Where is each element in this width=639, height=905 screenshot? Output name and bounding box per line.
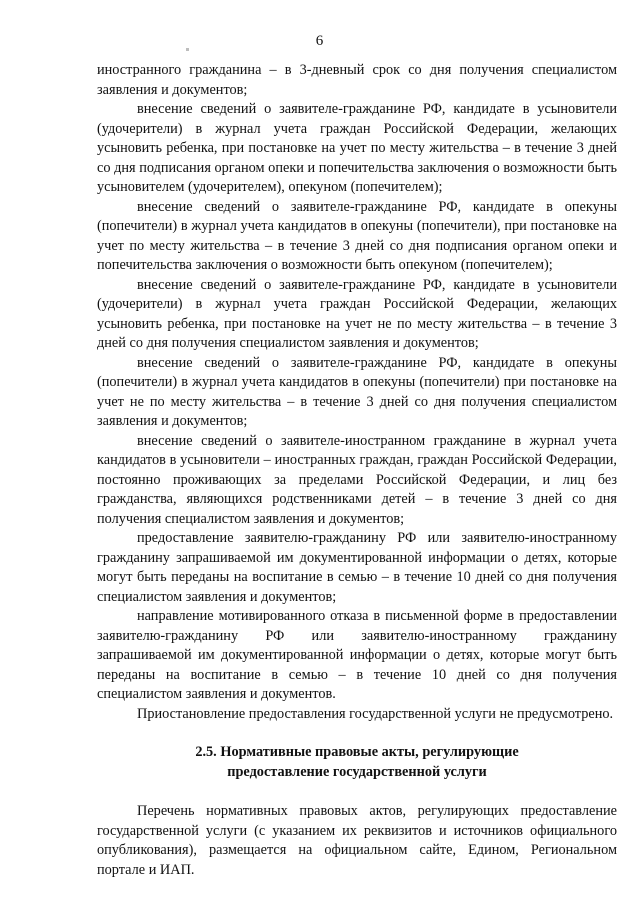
section-body-paragraph: Перечень нормативных правовых актов, регулирующих предоставление государственной услуги (с указанием их реквизитов и источников официального опубликования), размещается на официальном сайте, Едином, Региональном портале и ИАП. bbox=[97, 803, 617, 878]
section-heading-line-2: предоставление государственной услуги bbox=[227, 763, 487, 780]
paragraph-guardian-registry-residence: внесение сведений о заявителе-гражданине РФ, кандидате в опекуны (попечители) в журнал учета кандидатов в опекуны (попечители), при постановке на учет по месту жительства – в течение 3 дней со дня подписания органом опеки и попечительства заключения о возможности быть опекуном (попечителем); bbox=[97, 198, 617, 273]
paragraph-refusal-notice: направление мотивированного отказа в письменной форме в предоставлении заявителю-гражданину РФ или заявителю-иностранному гражданину запрашиваемой им документированной информации о детях, которые могут быть переданы на воспитание в семью – в течение 10 дней со дня получения специалистом заявления и документов. bbox=[97, 608, 617, 702]
section-heading bbox=[97, 743, 617, 782]
page-number: 6 bbox=[315, 33, 324, 49]
paragraph-guardian-registry-nonresidence: внесение сведений о заявителе-гражданине РФ, кандидате в опекуны (попечители) в журнал учета кандидатов в опекуны (попечители) при постановке на учет не по месту жительства – в течение 3 дней со дня получения специалистом заявления и документов; bbox=[97, 354, 617, 429]
paragraph-adoption-registry-residence: внесение сведений о заявителе-гражданине РФ, кандидате в усыновители (удочерители) в журнал учета граждан Российской Федерации, желающих усыновить ребенка, при постановке на учет по месту жительства – в течение 3 дней со дня подписания органом опеки и попечительства заключения о возможности быть усыновителем (удочерителем), опекуном (попечителем); bbox=[97, 101, 617, 195]
paragraph-information-provision: предоставление заявителю-гражданину РФ или заявителю-иностранному гражданину запрашиваемой им документированной информации о детях, которые могут быть переданы на воспитание в семью – в течение 10 дней со дня получения специалистом заявления и документов; bbox=[97, 530, 617, 605]
paragraph-foreign-citizen-registry: внесение сведений о заявителе-иностранном гражданине в журнал учета кандидатов в усыновители – иностранных граждан, граждан Российской Федерации, постоянно проживающих за пределами Российской Федерации, и лиц без гражданства, являющихся родственниками детей – в течение 3 дней со дня получения специалистом заявления и документов; bbox=[97, 432, 617, 527]
paragraph-suspension: Приостановление предоставления государственной услуги не предусмотрено. bbox=[137, 705, 614, 722]
paragraph-adoption-registry-nonresidence: внесение сведений о заявителе-гражданине РФ, кандидате в усыновители (удочерители) в журнал учета граждан Российской Федерации, желающих усыновить ребенка, при постановке на учет не по месту жительства – в течение 3 дней со дня получения специалистом заявления и документов; bbox=[97, 276, 617, 351]
document-body bbox=[97, 61, 617, 880]
paragraph-continuation: иностранного гражданина – в 3-дневный срок со дня получения специалистом заявления и документов; bbox=[97, 62, 617, 98]
section-heading-line-1: 2.5. Нормативные правовые акты, регулирующие bbox=[195, 744, 519, 760]
